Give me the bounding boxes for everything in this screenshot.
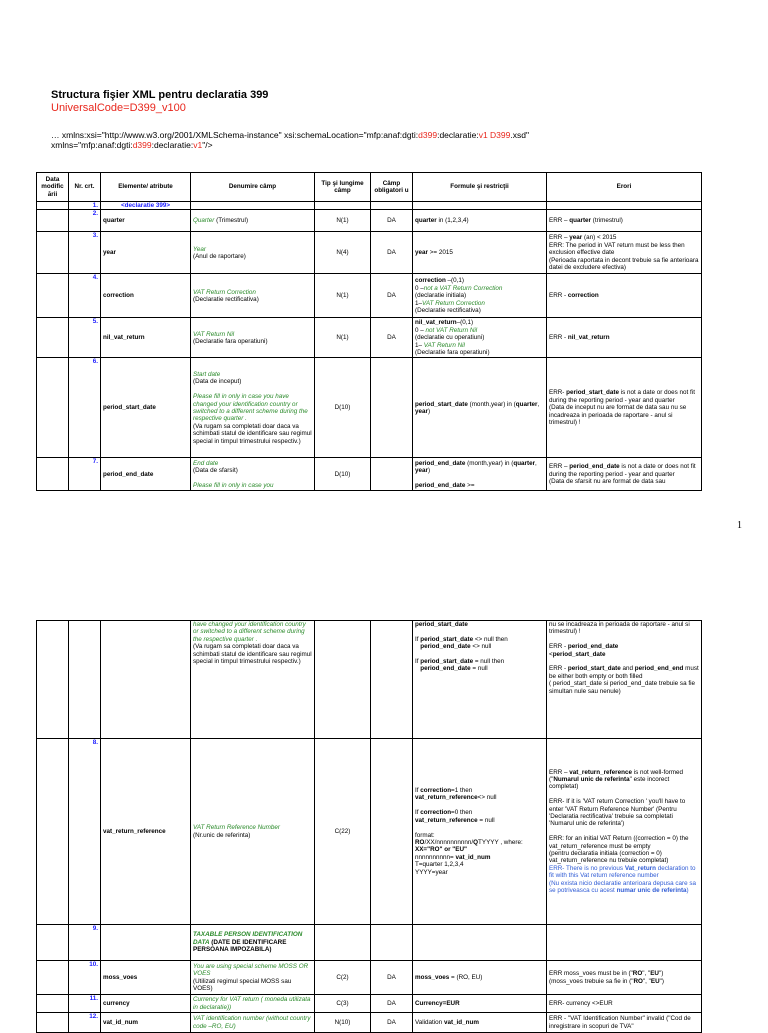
error-field: Numarul unic de referinta [553, 775, 630, 783]
field-name [191, 232, 315, 274]
formula-text: –(0,1) [445, 277, 464, 285]
ns-red: d399 [132, 140, 152, 150]
error-text: (Perioada raportata in decont trebuie sa fie anterioara datei de excludere efectiva) [549, 256, 699, 272]
formula-text: (month,year) in ( [465, 459, 514, 467]
error-text: ERR – [549, 463, 570, 471]
formula-en: not VAT Return Nil [425, 326, 478, 334]
header-erori: Erori [547, 173, 702, 202]
error [547, 961, 702, 995]
element-name: vat_id_num [101, 1013, 191, 1033]
table-row [37, 458, 702, 491]
error-field-blue: Vat_return [624, 864, 656, 872]
error-text: ERR – [549, 217, 570, 225]
formula [413, 1013, 547, 1033]
field-mandatory: DA [371, 318, 413, 358]
field-type: N(1) [315, 274, 371, 318]
table-header-row [37, 173, 702, 202]
element-name: year [101, 232, 191, 274]
section-heading-en: TAXABLE PERSON IDENTIFICATION DATA [193, 931, 303, 946]
formula-text: = (RO, EU) [449, 973, 483, 981]
formula-field: quarter [515, 400, 538, 408]
formula-text: YYYY=year [415, 868, 448, 876]
field-mandatory: DA [371, 1013, 413, 1033]
ns-red: v1 [193, 140, 203, 150]
formula-field: period_end_date [415, 459, 466, 467]
formula [413, 232, 547, 274]
field-type: C(3) [315, 995, 371, 1013]
formula-field: period_end_date [420, 665, 471, 673]
error-field-blue: numar unic de referinta [616, 887, 687, 895]
formula-text: =1 then [451, 787, 473, 795]
error-field: vat_return_reference [569, 768, 632, 776]
error-text: is not well-formed (" [549, 768, 684, 783]
error-text: ERR - [549, 292, 568, 300]
formula-text: /XX/nnnnnnnnnn/ [424, 838, 474, 846]
error [547, 210, 702, 232]
formula-text: –(0,1) [456, 319, 474, 327]
formula [413, 358, 547, 458]
error [547, 458, 702, 491]
universal-code: UniversalCode=D399_v100 [51, 102, 186, 114]
error-text: ( period_start_date si period_end_date trebuie sa fie simultan nule sau nenule) [549, 680, 695, 695]
field-mandatory: DA [371, 961, 413, 995]
formula-text: If [415, 635, 421, 643]
formula-field: period_start_date [420, 635, 474, 643]
field-name [191, 1013, 315, 1033]
formula [413, 995, 547, 1013]
row-number: 6. [69, 358, 101, 458]
formula [413, 621, 547, 739]
formula-field: vat_id_num [455, 853, 491, 861]
formula-text: (declaratie cu operatiuni) [415, 334, 485, 342]
table-row [37, 202, 702, 210]
ns-text: … xmlns:xsi="http://www.w3.org/2001/XMLSchema-instance" xsi:schemaLocation="mfp:anaf:dgti: [51, 130, 419, 140]
field-name [191, 995, 315, 1013]
ns-text: :declaratie: [151, 140, 194, 150]
formula-text: 1– [415, 341, 424, 349]
element-name: moss_voes [101, 961, 191, 995]
element-name: currency [101, 995, 191, 1013]
field-name-en: VAT Return Nil [193, 330, 235, 338]
error [547, 621, 702, 739]
error-text: (Data de sfarsit nu are format de data sau [549, 478, 666, 486]
table-row [37, 232, 702, 274]
formula-field: period_end_date [415, 481, 466, 489]
error-text: ERR – [549, 234, 570, 242]
ns-red: d399 [418, 130, 438, 140]
formula-text: ) [427, 407, 431, 415]
formula-text: , [535, 459, 537, 467]
page-2 [0, 620, 768, 1030]
error-text: is not a date or does not fit during the reporting period - year and quarter [549, 463, 696, 478]
error-text-blue: ) [686, 887, 689, 895]
error-text: ERR - [549, 334, 568, 342]
error-text-blue: (Nu exista nicio declaratie anterioara depusa care sa se potriveasca cu acest [549, 879, 697, 895]
document-title: Structura fişier XML pentru declaratia 399 [51, 89, 269, 101]
formula-text: T=quarter 1,2,3,4 [415, 861, 464, 869]
formula [413, 210, 547, 232]
field-name-en: VAT Return Correction [193, 288, 256, 296]
element-name: <declaratie 399> [101, 202, 191, 210]
page-separator [0, 580, 768, 620]
formula-text: 1– [415, 299, 423, 307]
error-text: ERR - "VAT Identification Number" invalid ("Cod de inregistrare in scopuri de TVA" [549, 1015, 691, 1030]
formula [413, 274, 547, 318]
error [547, 358, 702, 458]
header-tip: Tip şi lungime câmp [315, 173, 371, 202]
section-heading-ro: (DATE DE IDENTIFICARE PERSOANA IMPOZABILA) [193, 938, 287, 954]
error-text: ERR- If it is 'VAT return Correction ' you'll have to enter 'VAT Return Reference Number' (Pentru 'Declaratia rectificativa' trebuie sa completati 'Numarul unic de referinta') [549, 798, 686, 828]
error-field: EU [650, 977, 660, 985]
formula-text: 0 – [415, 326, 426, 334]
formula-field: vat_id_num [443, 1018, 479, 1026]
table-row [37, 739, 702, 925]
error [547, 995, 702, 1013]
field-note-ro: (Va rugam sa completati doar daca va schimbati statul de identificare sau regimul special in timpul trimestrului respectiv.) [193, 643, 312, 666]
formula-field: year [415, 407, 428, 415]
field-name-en: Start date [193, 370, 221, 378]
formula-text: (Declaratie fara operatiuni) [415, 349, 490, 357]
formula-field: Currency=EUR [415, 999, 460, 1007]
formula-text: <> null [477, 794, 497, 802]
error-text: < [549, 650, 553, 658]
error-text: ") [659, 977, 665, 985]
formula-field: vat_return_reference [415, 816, 478, 824]
formula-en: VAT Return Nil [423, 341, 465, 349]
ns-red: v1 D399 [478, 130, 511, 140]
field-name-ro: (Data de inceput) [193, 378, 242, 386]
field-type: D(10) [315, 458, 371, 491]
table-row [37, 210, 702, 232]
formula-field: moss_voes [415, 973, 450, 981]
formula [413, 458, 547, 491]
row-number: 2. [69, 210, 101, 232]
formula-field: year [415, 467, 428, 474]
error-field: year [569, 234, 583, 242]
header-data-modificarii: Data modific ării [37, 173, 69, 202]
table-row [37, 358, 702, 458]
field-name [191, 739, 315, 925]
formula-text: 0 – [415, 284, 424, 292]
formula-text: (declaratie initiala) [415, 292, 467, 300]
field-note-ro: (Va rugam sa completati doar daca va schimbati statul de identificare sau regimul special in timpul trimestrului respectiv.) [193, 422, 312, 445]
formula-field: year [415, 249, 428, 257]
table-row [37, 318, 702, 358]
row-number: 4. [69, 274, 101, 318]
element-name: period_end_date [101, 458, 191, 491]
error-field: period_end_date [569, 463, 620, 471]
field-name [191, 458, 315, 491]
error-text: (an) < 2015 [582, 234, 617, 242]
field-mandatory: DA [371, 995, 413, 1013]
header-denumire: Denumire câmp [191, 173, 315, 202]
error-text: ERR - [549, 643, 568, 651]
ns-text: "/> [202, 140, 213, 150]
error-text: ", " [642, 977, 651, 985]
error-text: (pentru declaratia initiala (correction = 0) vat_return_reference nu trebuie completat) [549, 850, 669, 865]
field-name [191, 274, 315, 318]
field-name [191, 621, 315, 739]
field-name-en: Quarter [193, 217, 215, 225]
formula-text: , [537, 400, 540, 408]
error-field: period_start_date [567, 665, 621, 673]
error [547, 232, 702, 274]
formula-field: RO [415, 838, 425, 846]
header-elemente: Elemente/ atribute [101, 173, 191, 202]
error-text: ERR – [549, 768, 570, 776]
field-name-ro: (Anul de raportare) [193, 252, 246, 260]
row-number: 7. [69, 458, 101, 491]
formula-field: period_end_date [420, 643, 471, 651]
element-name: vat_return_reference [101, 739, 191, 925]
error [547, 274, 702, 318]
field-name-ro: (Declaratie fara operatiuni) [193, 337, 268, 345]
error-text: (moss_voes trebuie sa fie in (" [549, 977, 634, 985]
field-name-ro: (Nr.unic de referinta) [193, 831, 251, 839]
ns-text: xmlns="mfp:anaf:dgti: [51, 140, 133, 150]
error-text: ERR moss_voes must be in (" [549, 970, 633, 978]
field-name-ro: (Trimestrul) [214, 217, 249, 225]
field-name-ro: (Data de sfarsit) [193, 467, 238, 474]
error-text: must be either both empty or both filled [549, 665, 699, 680]
formula-field: period_start_date [415, 400, 468, 408]
field-name-en: End date [193, 459, 219, 467]
field-name-ro: (Utilizati regimul special MOSS sau VOES) [193, 977, 292, 992]
field-note-en: Please fill in only in case you have changed your identification country or switched to a different scheme during the respective quarter . [193, 393, 308, 423]
formula-text: format: [415, 831, 435, 839]
formula-text: If [415, 787, 421, 795]
error-text: ERR: The period in VAT return must be less then exclusion effective date [549, 241, 685, 257]
field-name [191, 210, 315, 232]
header-formule: Formule şi restricţii [413, 173, 547, 202]
formula-text: >= [465, 481, 475, 489]
table-row [37, 995, 702, 1013]
row-number: 12. [69, 1013, 101, 1033]
error-field: quarter [569, 217, 591, 225]
formula-field: period_start_date [420, 658, 474, 666]
error-text: " este incorect completat) [549, 775, 670, 791]
formula-field: nil_vat_return [415, 319, 457, 327]
row-number: 5. [69, 318, 101, 358]
field-type: C(2) [315, 961, 371, 995]
field-note-en: have changed your identification country or switched to a different scheme during the respective quarter . [193, 621, 306, 643]
error-text: ERR: for an initial VAT Return ((correction = 0) the vat_return_reference must be empty [549, 835, 689, 850]
element-name: period_start_date [101, 358, 191, 458]
row-number: 11. [69, 995, 101, 1013]
field-name-en: Year [193, 245, 206, 253]
section-heading [191, 925, 315, 961]
row-number: 3. [69, 232, 101, 274]
formula-text: nnnnnnnnnn= [415, 853, 456, 861]
error [547, 739, 702, 925]
field-name-en: VAT identification number (without country code –RO, EU) [193, 1015, 311, 1030]
header-obligatoriu: Câmp obligatori u [371, 173, 413, 202]
formula-en: VAT Return Correction [422, 299, 485, 307]
formula-field: period_start_date [415, 621, 468, 628]
field-mandatory: DA [371, 210, 413, 232]
error-text: ", " [642, 970, 651, 978]
error-field: period_start_date [566, 389, 619, 397]
error-field: nil_vat_return [567, 334, 610, 342]
error-text: is not a date or does not fit during the reporting period - year and quarter [549, 389, 695, 404]
formula-text: Validation [415, 1018, 444, 1026]
ns-text: .xsd" [510, 130, 529, 140]
table-row [37, 961, 702, 995]
formula-text: <> null [470, 643, 492, 651]
formula-text: =0 then [451, 809, 473, 817]
formula-en: not a VAT Return Correction [423, 284, 503, 292]
header-nr-crt: Nr. crt. [69, 173, 101, 202]
error-field: RO [633, 977, 643, 985]
formula-text: >= 2015 [427, 249, 453, 257]
formula-field: correction [415, 277, 446, 285]
formula-field: correction [420, 787, 452, 795]
structure-table-part1 [36, 172, 702, 491]
error-text: ERR - [549, 665, 568, 673]
formula-text: TYYYY , where: [478, 838, 523, 846]
formula-text: in (1,2,3,4) [436, 217, 469, 225]
formula [413, 739, 547, 925]
formula-text: = null [477, 816, 495, 824]
field-name [191, 318, 315, 358]
error-text-blue: ERR- There is no previous [549, 864, 625, 872]
formula-field: correction [420, 809, 452, 817]
formula-text: If [415, 658, 421, 666]
field-name [191, 961, 315, 995]
table-row [37, 621, 702, 739]
field-type: C(22) [315, 739, 371, 925]
formula-field: quarter [513, 459, 536, 467]
formula-field: Q [473, 838, 479, 846]
error-field: period_start_date [552, 650, 606, 658]
table-row [37, 274, 702, 318]
error-field: period_end_end [634, 665, 684, 673]
row-number: 10. [69, 961, 101, 995]
error-text: (Data de inceput nu are format de data sau nu se incadreaza in perioada de raportare - anul si trimestrul) ! [549, 404, 687, 427]
formula-field: XX="RO" or "EU" [415, 846, 468, 854]
formula [413, 318, 547, 358]
table-row [37, 1013, 702, 1033]
formula-text: If [415, 809, 421, 817]
page-number: 1 [737, 520, 742, 531]
namespace-declaration [51, 130, 751, 150]
field-type: N(1) [315, 318, 371, 358]
field-note-en: Please fill in only in case you [193, 481, 274, 489]
row-number: 1. [69, 202, 101, 210]
error-field: period_end_date [567, 643, 619, 651]
formula-field: quarter [415, 217, 437, 225]
field-name-en: You are using special scheme MOSS OR VOES [193, 962, 309, 978]
error-text: and [620, 665, 635, 673]
field-name-ro: (Declaratie rectificativa) [193, 295, 259, 303]
error [547, 318, 702, 358]
row-number: 8. [69, 739, 101, 925]
field-mandatory: DA [371, 232, 413, 274]
field-type: N(1) [315, 210, 371, 232]
formula-text: <> null then [473, 635, 508, 643]
error-field: RO [632, 970, 643, 978]
ns-text: :declaratie: [437, 130, 479, 140]
formula-text: = null [470, 665, 488, 673]
element-name: correction [101, 274, 191, 318]
error-text: ") [658, 970, 664, 978]
error-text-blue: declaration to fit with this Vat return reference number [549, 864, 696, 880]
field-type: D(10) [315, 358, 371, 458]
error-text: ERR- [549, 389, 567, 397]
error-field: correction [567, 292, 599, 300]
structure-table-part2 [36, 620, 702, 1033]
element-name: quarter [101, 210, 191, 232]
formula-text: (Declaratie rectificativa) [415, 307, 481, 315]
field-mandatory: DA [371, 274, 413, 318]
formula-text: = null then [473, 658, 505, 666]
field-type: N(4) [315, 232, 371, 274]
formula-field: vat_return_reference [415, 794, 478, 802]
error-text: nu se incadreaza in perioada de raportare - anul si trimestrul) ! [549, 621, 690, 636]
element-name: nil_vat_return [101, 318, 191, 358]
field-name [191, 358, 315, 458]
error-text: (trimestrul) [591, 217, 623, 225]
error [547, 1013, 702, 1033]
field-name-en: VAT Return Reference Number [193, 824, 281, 832]
row-number: 9. [69, 925, 101, 961]
formula-text: ) [427, 467, 431, 474]
field-type: N(10) [315, 1013, 371, 1033]
error-text: ERR- currency <>EUR [549, 999, 613, 1007]
field-name-en: Currency for VAT return ( moneda utilizata in declaratie)) [193, 996, 311, 1011]
formula [413, 961, 547, 995]
table-row [37, 925, 702, 961]
formula-text: (month,year) in ( [467, 400, 516, 408]
error-field: EU [650, 970, 659, 978]
